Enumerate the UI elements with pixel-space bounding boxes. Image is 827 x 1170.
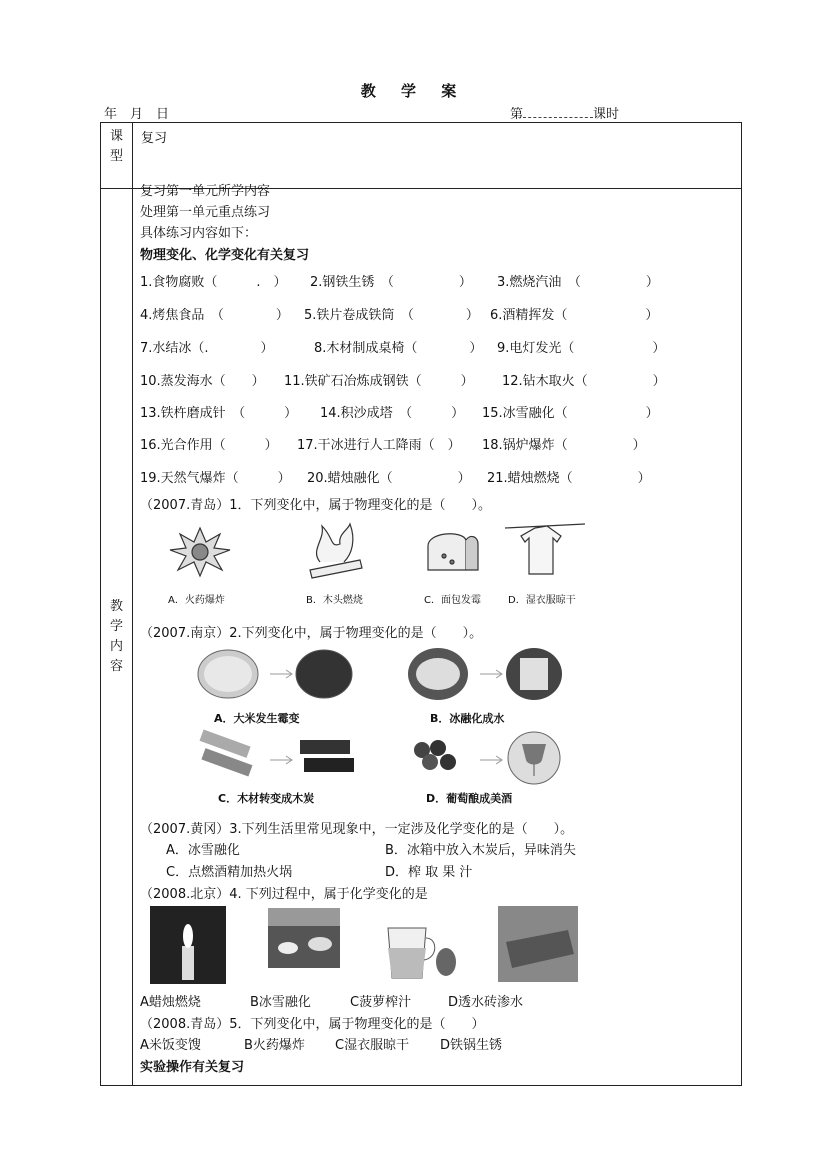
item: 20.蜡烛融化（ ）	[307, 471, 471, 486]
label-char: 学	[109, 619, 123, 634]
course-type-text: 复习	[141, 131, 168, 146]
q3-option: A．冰雪融化	[166, 843, 240, 858]
item: 1.食物腐败（ . ）	[140, 275, 287, 290]
label-char: 容	[109, 659, 123, 674]
item: 16.光合作用（ ）	[140, 438, 278, 453]
period-prefix: 第	[510, 107, 524, 122]
item: 4.烤焦食品 （ ）	[140, 308, 289, 323]
question-stem: （2007.黄冈）3.下列生活里常见现象中，一定涉及化学变化的是（ ）。	[140, 822, 574, 837]
intro-line: 复习第一单元所学内容	[140, 184, 271, 199]
q4-figures	[150, 906, 580, 986]
page-title: 教 学 案	[360, 82, 467, 100]
q5-option: D铁锅生锈	[440, 1038, 503, 1053]
q2-option: C．木材转变成木炭	[218, 792, 315, 805]
q2-option: B．冰融化成水	[430, 712, 505, 725]
item: 17.干冰进行人工降雨（ ）	[297, 438, 461, 453]
item: 5.铁片卷成铁筒 （ ）	[304, 308, 479, 323]
section-title: 实验操作有关复习	[140, 1060, 245, 1075]
explosion-picture	[170, 528, 230, 576]
q5-option: A米饭变馊	[140, 1038, 201, 1053]
intro-line: 具体练习内容如下：	[140, 226, 258, 241]
content-label	[101, 189, 133, 1086]
q1-option: A．火药爆炸	[168, 595, 225, 606]
q3-option: B．冰箱中放入木炭后，异味消失	[385, 843, 576, 858]
item: 6.酒精挥发（ ）	[490, 308, 659, 323]
item: 2.钢铁生锈 （ ）	[310, 275, 472, 290]
pineapple-juice-picture	[388, 928, 456, 978]
question-stem: （2007.青岛）1．下列变化中，属于物理变化的是（ ）。	[140, 498, 491, 513]
item: 9.电灯发光（ ）	[497, 341, 666, 356]
q4-option: C菠萝榨汁	[350, 995, 412, 1010]
item: 19.天然气爆炸（ ）	[140, 471, 291, 486]
section-title: 物理变化、化学变化有关复习	[140, 248, 310, 263]
period-suffix: 课时	[593, 107, 620, 122]
q5-option: B火药爆炸	[244, 1038, 305, 1053]
label-char: 型	[109, 149, 123, 164]
q3-option: C．点燃酒精加热火埚	[166, 865, 293, 880]
q1-option: C．面包发霉	[424, 595, 481, 606]
period-blank	[523, 107, 593, 118]
q1-option: D．湿衣服晾干	[508, 595, 576, 606]
permeable-brick-picture	[498, 906, 578, 982]
item: 10.蒸发海水（ ）	[140, 374, 265, 389]
q1-figures	[160, 520, 600, 582]
q4-option: A蜡烛燃烧	[140, 995, 201, 1010]
course-type-value	[133, 123, 742, 189]
item: 7.水结冰（. ）	[140, 341, 274, 356]
label-char: 内	[109, 639, 123, 654]
item: 3.燃烧汽油 （ ）	[497, 275, 659, 290]
question-stem: （2008.青岛）5．下列变化中，属于物理变化的是（ ）	[140, 1017, 485, 1032]
course-type-label	[101, 123, 133, 189]
q2-option: A．大米发生霉变	[214, 712, 300, 725]
q5-option: C湿衣服晾干	[335, 1038, 410, 1053]
q3-option: D．榨 取 果 汁	[385, 865, 473, 880]
ice-melting-picture	[408, 648, 562, 700]
label-char: 教	[109, 599, 123, 614]
intro-line: 处理第一单元重点练习	[140, 205, 271, 220]
q4-option: D透水砖渗水	[448, 995, 524, 1010]
label-char: 课	[109, 129, 123, 144]
rice-picture	[198, 650, 352, 698]
grape-wine-picture	[414, 732, 560, 784]
q4-option: B冰雪融化	[250, 995, 311, 1010]
wood-charcoal-picture	[200, 729, 354, 776]
hanging-clothes-picture	[505, 524, 585, 574]
period-line	[510, 103, 619, 122]
bread-picture	[428, 534, 478, 570]
date-line: 年 月 日	[104, 107, 170, 122]
snow-melting-picture	[268, 908, 340, 968]
item: 18.锅炉爆炸（ ）	[482, 438, 646, 453]
question-stem: （2007.南京）2.下列变化中，属于物理变化的是（ ）。	[140, 626, 483, 641]
item: 21.蜡烛燃烧（ ）	[487, 471, 651, 486]
q2-option: D．葡萄酿成美酒	[426, 792, 513, 805]
candle-picture	[150, 906, 226, 984]
q1-option: B．木头燃烧	[306, 595, 363, 606]
question-stem: （2008.北京）4. 下列过程中，属于化学变化的是	[140, 887, 428, 902]
item: 13.铁杵磨成针 （ ）	[140, 406, 298, 421]
item: 8.木材制成桌椅（ ）	[314, 341, 483, 356]
item: 11.铁矿石冶炼成钢铁（ ）	[284, 374, 474, 389]
item: 12.钻木取火（ ）	[502, 374, 666, 389]
item: 15.冰雪融化（ ）	[482, 406, 659, 421]
item: 14.积沙成塔 （ ）	[320, 406, 465, 421]
burning-wood-picture	[310, 524, 362, 578]
